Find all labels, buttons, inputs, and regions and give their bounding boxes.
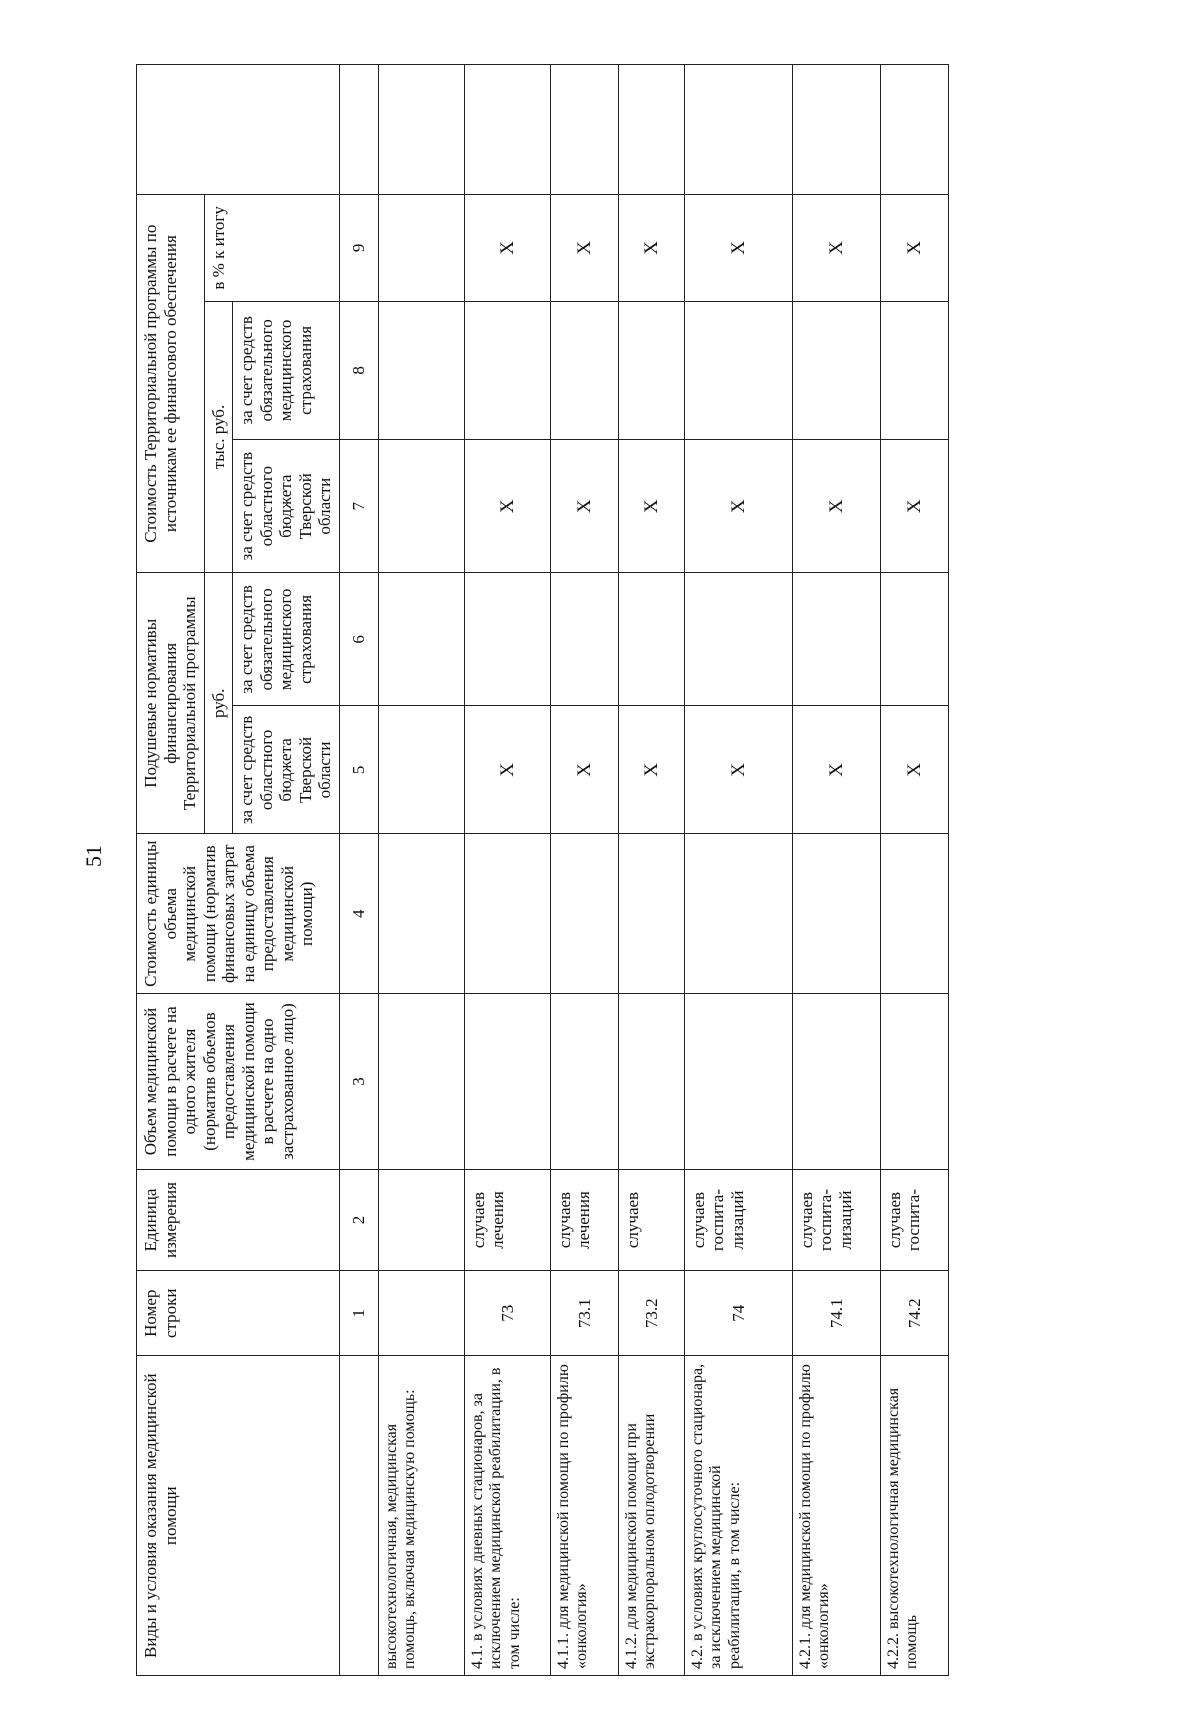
row-c6 (378, 573, 464, 706)
row-c5: Х (684, 706, 792, 834)
row-unit: случаев госпита- (880, 1169, 948, 1270)
row-c9 (378, 195, 464, 302)
row-c6 (792, 573, 880, 706)
row-unit: случаев госпита-лизаций (684, 1169, 792, 1270)
header-sub-7: за счет средств областного бюджета Тверской области (233, 440, 340, 573)
colnum-8: 8 (339, 301, 378, 440)
header-percent: в % к итогу (204, 195, 339, 302)
header-sub-8: за счет средств обязательного медицинского страхования (233, 301, 340, 440)
header-spacer (137, 65, 340, 195)
colnum-5: 5 (339, 706, 378, 834)
row-c7: Х (792, 440, 880, 573)
row-unit: случаев госпита-лизаций (792, 1169, 880, 1270)
column-number-row (339, 65, 378, 1676)
row-line: 74.2 (880, 1271, 948, 1356)
financing-table (136, 64, 949, 1676)
row-c7 (378, 440, 464, 573)
row-c4 (618, 834, 684, 994)
row-c8 (880, 301, 948, 440)
colnum-spacer (339, 65, 378, 195)
row-c9: Х (684, 195, 792, 302)
colnum-4: 4 (339, 834, 378, 994)
row-c4 (792, 834, 880, 994)
row-c5: Х (550, 706, 618, 834)
row-c5: Х (792, 706, 880, 834)
colnum-2: 2 (339, 1169, 378, 1270)
table-row (684, 65, 792, 1676)
row-c7: Х (550, 440, 618, 573)
row-line: 74.1 (792, 1271, 880, 1356)
colnum-7: 7 (339, 440, 378, 573)
row-line (378, 1271, 464, 1356)
row-unit: случаев (618, 1169, 684, 1270)
row-c7: Х (880, 440, 948, 573)
header-unit: Единица измерения (137, 1169, 340, 1270)
row-unit (378, 1169, 464, 1270)
row-c9: Х (618, 195, 684, 302)
row-line: 74 (684, 1271, 792, 1356)
row-name: 4.2. в условиях круглосуточного стационара, за исключением медицинской реабилитации, в том числе: (684, 1356, 792, 1676)
row-line: 73.1 (550, 1271, 618, 1356)
row-c3 (378, 994, 464, 1170)
colnum-3: 3 (339, 994, 378, 1170)
row-c8 (684, 301, 792, 440)
row-c5 (378, 706, 464, 834)
row-name: 4.1.2. для медицинской помощи при экстракорпоральном оплодотворении (618, 1356, 684, 1676)
row-c3 (550, 994, 618, 1170)
header-sub-5: за счет средств областного бюджета Тверской области (233, 706, 340, 834)
row-c6 (880, 573, 948, 706)
table-row (618, 65, 684, 1676)
row-name: 4.1.1. для медицинской помощи по профилю «онкология» (550, 1356, 618, 1676)
header-line: Номер строки (137, 1271, 340, 1356)
row-c6 (684, 573, 792, 706)
row-spacer (618, 65, 684, 195)
row-c8 (792, 301, 880, 440)
row-c3 (618, 994, 684, 1170)
row-c9: Х (550, 195, 618, 302)
row-name: 4.1. в условиях дневных стационаров, за исключением медицинской реабилитации, в том числе: (464, 1356, 550, 1676)
row-c6 (464, 573, 550, 706)
colnum-blank (339, 1356, 378, 1676)
row-c5: Х (618, 706, 684, 834)
row-unit: случаев лечения (464, 1169, 550, 1270)
row-c8 (378, 301, 464, 440)
row-c4 (684, 834, 792, 994)
colnum-9: 9 (339, 195, 378, 302)
header-cost: Стоимость единицы объема медицинской помощи (норматив финансовых затрат на единицу объема предоставления медицинской помощи) (137, 834, 340, 994)
row-c4 (880, 834, 948, 994)
row-spacer (880, 65, 948, 195)
header-row-1 (137, 65, 205, 1676)
row-c4 (464, 834, 550, 994)
table-row (880, 65, 948, 1676)
rotated-table-wrapper (136, 64, 1200, 1676)
row-name: 4.2.2. высокотехнологичная медицинская помощь (880, 1356, 948, 1676)
row-c7: Х (684, 440, 792, 573)
colnum-1: 1 (339, 1271, 378, 1356)
colnum-6: 6 (339, 573, 378, 706)
table-row (464, 65, 550, 1676)
row-c3 (792, 994, 880, 1170)
row-c9: Х (464, 195, 550, 302)
table-row (378, 65, 464, 1676)
table-row (792, 65, 880, 1676)
row-c9: Х (792, 195, 880, 302)
row-spacer (464, 65, 550, 195)
row-c4 (550, 834, 618, 994)
row-spacer (792, 65, 880, 195)
row-c8 (550, 301, 618, 440)
header-volume: Объем медицинской помощи в расчете на одного жителя (норматив объемов предоставления медицинской помощи в расчете на одно застрахованное лицо) (137, 994, 340, 1170)
row-c7: Х (618, 440, 684, 573)
row-line: 73 (464, 1271, 550, 1356)
row-c4 (378, 834, 464, 994)
row-c6 (618, 573, 684, 706)
page-number: 51 (81, 845, 106, 867)
header-kinds: Виды и условия оказания медицинской помощи (137, 1356, 340, 1676)
row-c9: Х (880, 195, 948, 302)
header-total-group: Стоимость Территориальной программы по источникам ее финансового обеспечения (137, 195, 205, 573)
row-unit: случаев лечения (550, 1169, 618, 1270)
header-percapita-group: Подушевые нормативы финансирования Территориальной программы (137, 573, 205, 834)
row-line: 73.2 (618, 1271, 684, 1356)
row-c3 (464, 994, 550, 1170)
header-sub-6: за счет средств обязательного медицинского страхования (233, 573, 340, 706)
row-c5: Х (880, 706, 948, 834)
row-spacer (684, 65, 792, 195)
table-row (550, 65, 618, 1676)
row-c3 (880, 994, 948, 1170)
row-c8 (464, 301, 550, 440)
row-name: 4.2.1. для медицинской помощи по профилю «онкология» (792, 1356, 880, 1676)
header-total-unit: тыс. руб. (204, 301, 233, 573)
row-c8 (618, 301, 684, 440)
row-c3 (684, 994, 792, 1170)
row-spacer (550, 65, 618, 195)
row-name: высокотехнологичная, медицинская помощь, включая медицинскую помощь: (378, 1356, 464, 1676)
header-percapita-unit: руб. (204, 573, 233, 834)
row-c7: Х (464, 440, 550, 573)
row-spacer (378, 65, 464, 195)
row-c5: Х (464, 706, 550, 834)
row-c6 (550, 573, 618, 706)
